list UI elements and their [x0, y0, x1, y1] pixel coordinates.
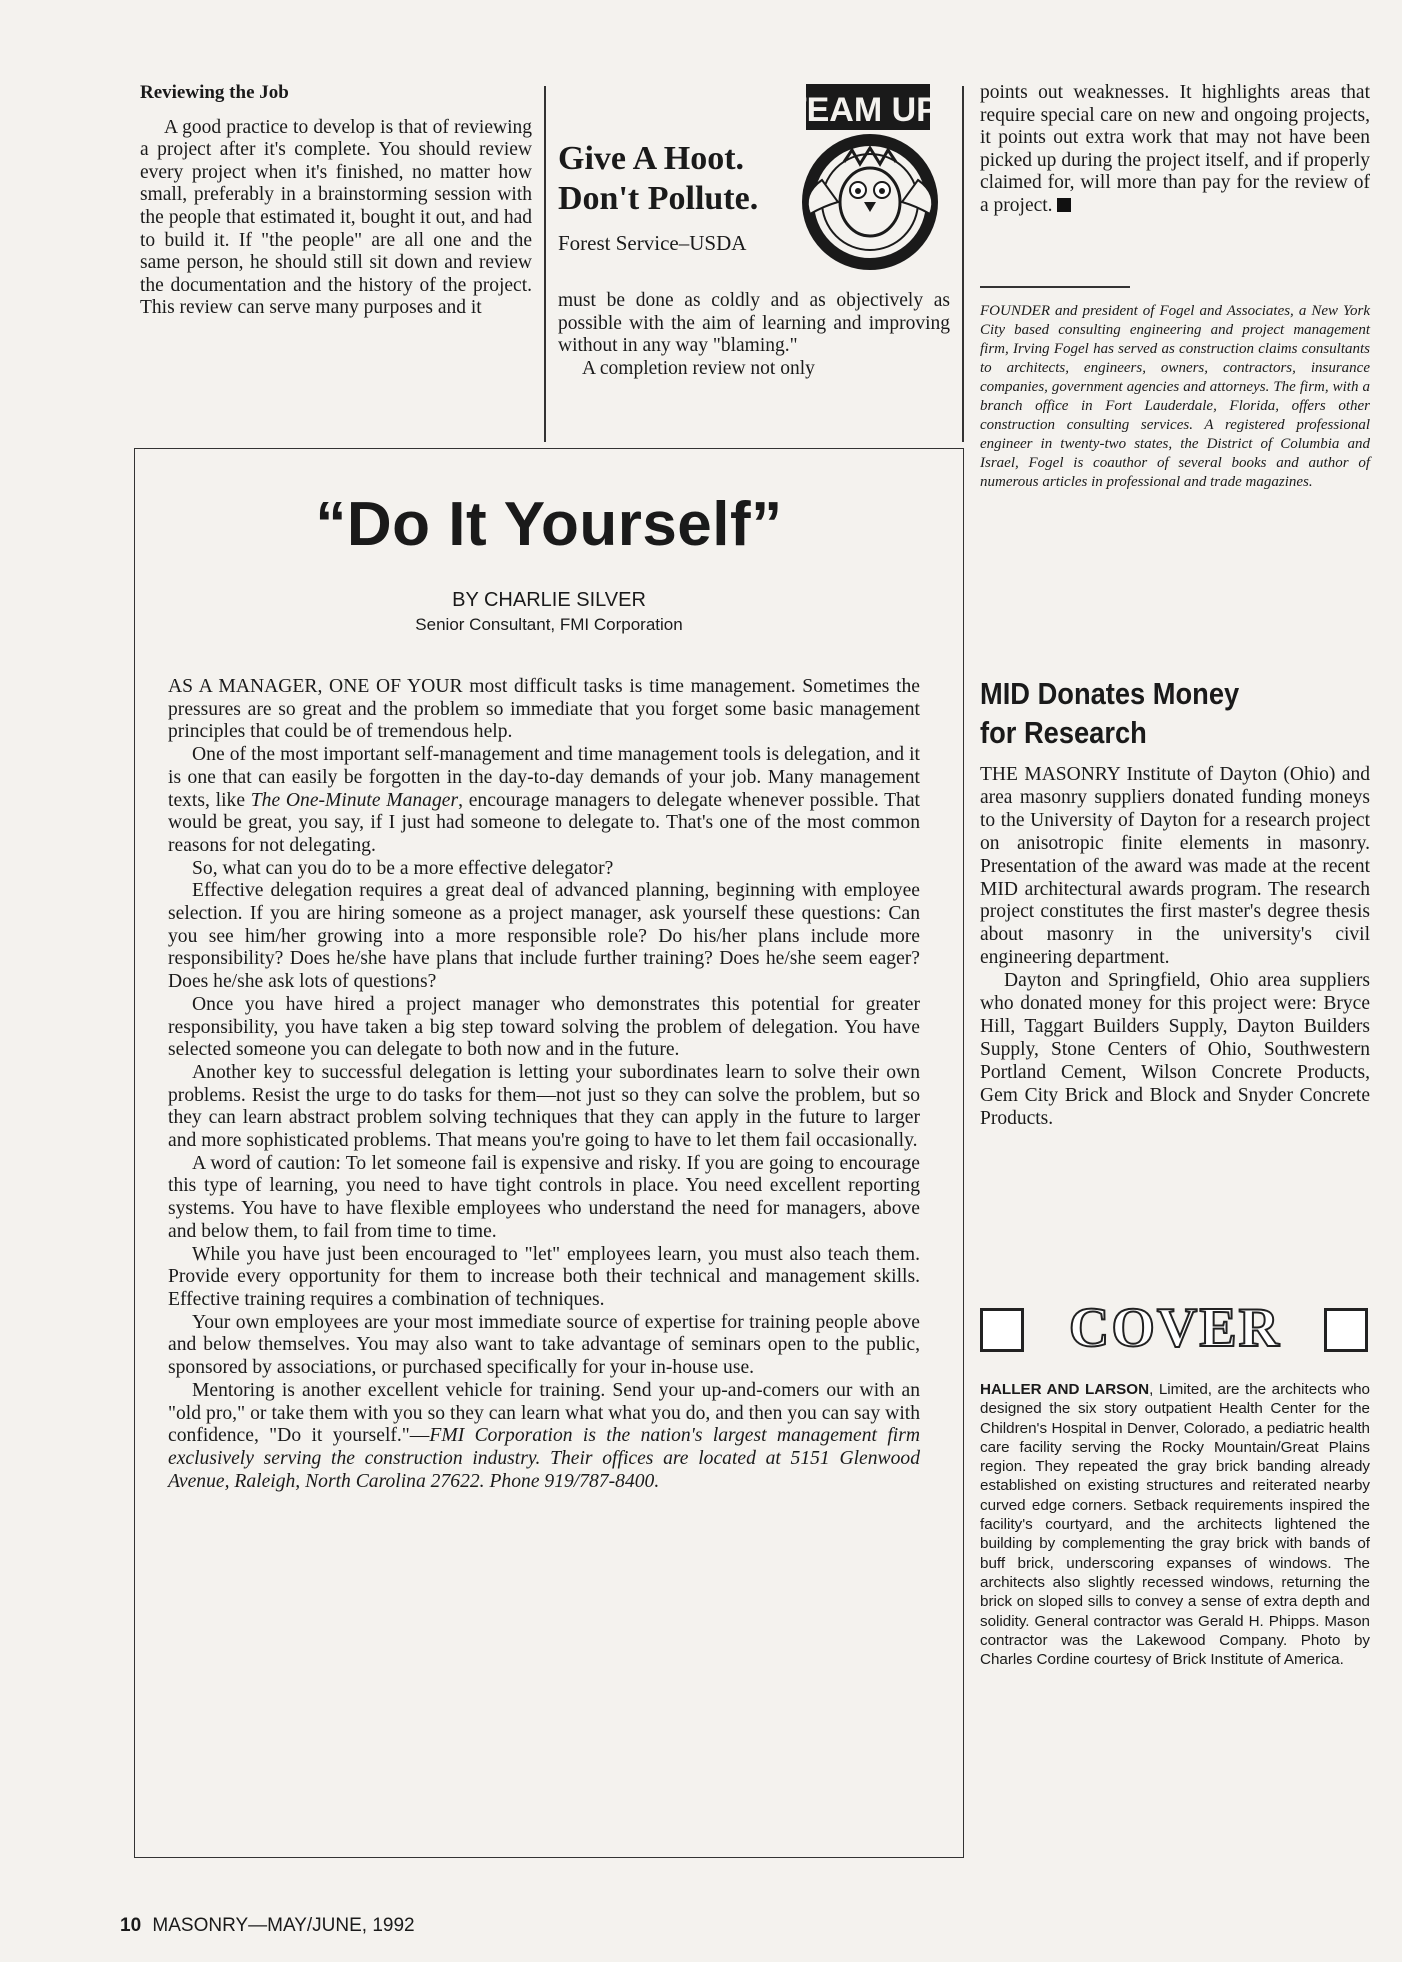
cover-description: HALLER AND LARSON, Limited, are the architects who designed the six story outpatient Health Center for the Children's Hospital in Denver, Colorado, a pediatric health care facility serving the Rocky Mountain/Great Plains region. They repeated the gray brick banding already established on existing structures and reiterated nearby curved edge corners. Setback requirements inspired the facility's courtyard, and the architects lightened the building by complementing the gray brick with bands of buff brick, underscoring expanses of windows. The architects also slightly recessed windows, returning the brick on sloped sills to convey a sense of extra depth and solidity. General contractor was Gerald H. Phipps. Mason contractor was the Lakewood Company. Photo by Charles Cordine courtesy of Brick Institute of America. — [980, 1381, 1370, 1669]
article-paragraph: Another key to successful delegation is letting your subordinates learn to solve their own problems. Resist the urge to do tasks for them—not just so they can solve the problem, but so they can learn abstract problem solving techniques that they can apply in the future to larger and more sophisticated problems. That means you're going to have to let them fail occasionally. — [168, 1061, 920, 1152]
mid-article-heading: MID Donates Money for Research — [980, 676, 1240, 750]
article-paragraph: Effective delegation requires a great deal of advanced planning, beginning with employee selection. If you are hiring someone as a project manager, ask yourself these questions: Can you see him/her growing into a more responsible role? Do his/her plans include more responsibility? Does he/she have plans that include further training? Does he/she seem eager? Does he/she ask lots of questions? — [168, 880, 920, 993]
reviewing-paragraph: A good practice to develop is that of reviewing a project after it's complete. You should review every project when it's finished, no matter how small, preferably in a brainstorming session with the people that estimated it, bought it out, and had to build it. If "the people" are all one and the same person, he should still sit down and review the documentation and the history of the project. This review can serve many purposes and it — [140, 116, 532, 319]
article-title: “Do It Yourself” — [315, 490, 783, 559]
author-bio: FOUNDER and president of Fogel and Associates, a New York City based consulting engineering and project management firm, Irving Fogel has served as construction claims consultants to architects, engineers, owners, contractors, insurance companies, government agencies and attorneys. The firm, with a branch office in Fort Lauderdale, Florida, offers other construction consulting services. A registered professional engineer in twenty-two states, the District of Columbia and Israel, Fogel is coauthor of several books and author of numerous articles in professional and trade magazines. — [980, 303, 1370, 490]
end-mark-icon — [1057, 198, 1071, 212]
article-byline: BY CHARLIE SILVER — [452, 589, 646, 611]
section-heading: Reviewing the Job — [140, 82, 289, 103]
psa-credit: Forest Service–USDA — [558, 231, 747, 255]
reviewing-column — [140, 82, 532, 320]
mid-paragraph: THE MASONRY Institute of Dayton (Ohio) and area masonry suppliers donated funding moneys to the University of Dayton for a research project on anisotropic finite elements in masonry. Presentation of the award was made at the recent MID architectural awards program. The research project constitutes the first master's degree thesis about masonry in the university's civil engineering department. — [980, 764, 1370, 969]
article-paragraph: One of the most important self-management and time management tools is delegation, and it is one that can easily be forgotten in the day-to-day demands of your job. Many management texts, like The One-Minute Manager, encourage managers to delegate whenever possible. That would be great, you say, if I just had someone to delegate to. That's one of the most common reasons for not delegating. — [168, 744, 920, 856]
psa-title: Give A Hoot. Don't Pollute. — [558, 140, 759, 217]
article-paragraph: A word of caution: To let someone fail is expensive and risky. If you are going to encourage this type of learning, you need to have tight controls in place. You need excellent reporting systems. You have to have flexible employees who understand the need for managers, above and below them, to fail from time to time. — [168, 1152, 920, 1242]
cover-title: COVER — [1068, 1297, 1282, 1359]
article-paragraph: Your own employees are your most immediate source of expertise for training people above and below themselves. You may also want to take advantage of seminars open to the public, sponsored by associations, or purchased specifically for your in-house use. — [168, 1311, 920, 1379]
article-body — [168, 676, 920, 1493]
cover-banner — [980, 1297, 1375, 1359]
cover-box-right-icon — [1324, 1308, 1368, 1352]
bio-divider — [980, 286, 1130, 288]
owl-icon — [785, 84, 951, 274]
right-column — [980, 82, 1370, 218]
article-paragraph: Mentoring is another excellent vehicle for training. Send your up-and-comers our with an "old pro," or take them with you so they can learn what what you do, and then you can say with confidence, "Do it yourself."—FMI Corporation is the nation's largest management firm exclusively serving the construction industry. Their offices are located at 5151 Glenwood Avenue, Raleigh, North Carolina 27622. Phone 919/787-8400. — [168, 1379, 920, 1492]
mid-paragraph: Dayton and Springfield, Ohio area suppliers who donated money for this project were: Bryce Hill, Taggart Builders Supply, Dayton Builders Supply, Stone Centers of Ohio, Southwestern Portland Cement, Wilson Concrete Products, Gem City Brick and Block and Snyder Concrete Products. — [980, 970, 1370, 1129]
column-divider — [962, 86, 964, 442]
psa-advertisement — [558, 84, 951, 274]
article-paragraph: While you have just been encouraged to "let" employees learn, you must also teach them. Provide every opportunity for them to increase both their technical and management skills. Effective training requires a combination of techniques. — [168, 1243, 920, 1310]
article-paragraph: AS A MANAGER, ONE OF YOUR most difficult tasks is time management. Sometimes the pressures are so great and the problem so immediate that you forget some basic management principles that could be of tremendous help. — [168, 676, 920, 743]
logo-text: TEAM UP! — [785, 91, 951, 129]
article-paragraph: Once you have hired a project manager who demonstrates this potential for greater responsibility, you have taken a big step toward solving the problem of delegation. You have selected someone you can delegate to both now and in the future. — [168, 993, 920, 1061]
page-footer — [120, 1915, 415, 1937]
reviewing-continued-column — [558, 290, 950, 380]
cover-box-left-icon — [980, 1308, 1024, 1352]
mid-article-body — [980, 764, 1370, 1131]
column-divider — [544, 86, 546, 442]
article-paragraph: So, what can you do to be a more effective delegator? — [192, 857, 614, 879]
reviewing-right-continued: points out weaknesses. It highlights areas that require special care on new and ongoing projects, it points out extra work that may not have been picked up during the project itself, and if properly claimed for, will more than pay for the review of a project. — [980, 82, 1370, 216]
woodsy-owl-logo — [785, 84, 951, 274]
publication-line: MASONRY—MAY/JUNE, 1992 — [152, 1915, 415, 1936]
reviewing-paragraph-2-start: A completion review not only — [582, 357, 815, 379]
reviewing-continued: must be done as coldly and as objectively as possible with the aim of learning and improving without in any way "blaming." — [558, 290, 950, 357]
page-number: 10 — [120, 1915, 142, 1936]
author-role: Senior Consultant, FMI Corporation — [415, 615, 683, 634]
